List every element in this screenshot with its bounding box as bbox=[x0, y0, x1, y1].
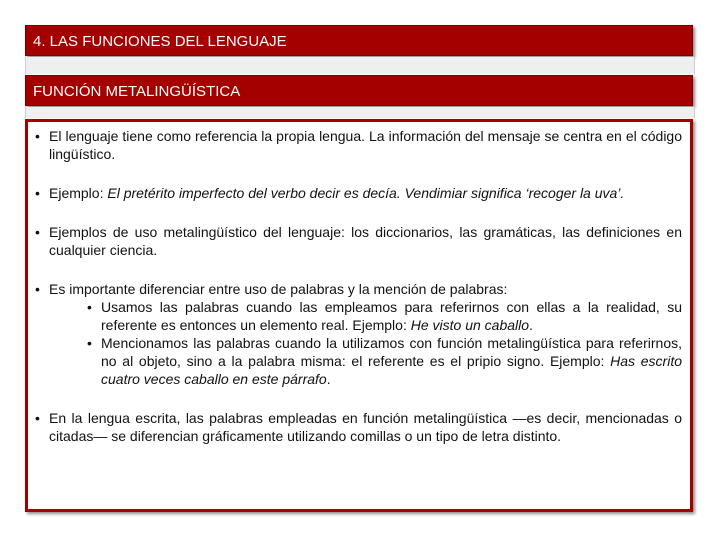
bullet-icon: • bbox=[35, 281, 40, 297]
slide-title: 4. LAS FUNCIONES DEL LENGUAJE bbox=[33, 33, 287, 50]
list-item bbox=[33, 127, 682, 163]
list-item bbox=[33, 409, 682, 445]
sub-point-text: Usamos las palabras cuando las empleamos para referirnos con ellas a la realidad, su referente es entonces un elemento real. Ejemplo: bbox=[101, 299, 682, 333]
point-text: El lenguaje tiene como referencia la propia lengua. La información del mensaje se centra en el código lingüístico. bbox=[49, 128, 682, 162]
point-text: Ejemplos de uso metalingüístico del lenguaje: los diccionarios, las gramáticas, las definiciones en cualquier ciencia. bbox=[49, 224, 682, 258]
point-text: En la lengua escrita, las palabras empleadas en función metalingüística —es decir, mencionadas o citadas— se diferencian gráficamente utilizando comillas o un tipo de letra distinto. bbox=[49, 410, 682, 444]
bullet-icon: • bbox=[87, 335, 92, 351]
sub-list bbox=[49, 298, 682, 388]
separator-strip-2 bbox=[25, 107, 695, 118]
point-text: Es importante diferenciar entre uso de palabras y la mención de palabras: bbox=[49, 281, 508, 297]
bullet-icon: • bbox=[35, 410, 40, 426]
sub-point-text: Mencionamos las palabras cuando la utilizamos con función metalingüística para referirnos, no al objeto, sino a la palabra misma: el referente es el pripio signo. Ejemplo: bbox=[101, 335, 682, 369]
sub-list-item bbox=[85, 298, 682, 334]
list-item bbox=[33, 223, 682, 259]
slide-title-bar bbox=[25, 25, 693, 56]
example-text: El pretérito imperfecto del verbo decir es decía. Vendimiar significa ‘recoger la uva’. bbox=[107, 185, 625, 201]
list-item bbox=[33, 280, 682, 388]
bullet-list bbox=[33, 127, 682, 445]
content-box bbox=[25, 119, 693, 512]
section-title-bar bbox=[25, 75, 693, 106]
bullet-icon: • bbox=[35, 185, 40, 201]
sub-list-item bbox=[85, 334, 682, 388]
example-text: Has escrito cuatro veces caballo en este párrafo bbox=[101, 353, 682, 387]
list-item bbox=[33, 184, 682, 202]
section-title: FUNCIÓN METALINGÜÍSTICA bbox=[33, 83, 241, 100]
sub-point-end: . bbox=[529, 317, 533, 333]
example-text: He visto un caballo bbox=[410, 317, 530, 333]
bullet-icon: • bbox=[35, 224, 40, 240]
bullet-icon: • bbox=[87, 299, 92, 315]
bullet-icon: • bbox=[35, 128, 40, 144]
sub-point-end: . bbox=[326, 371, 331, 387]
separator-strip bbox=[25, 57, 695, 74]
point-text: Ejemplo: bbox=[49, 185, 108, 201]
